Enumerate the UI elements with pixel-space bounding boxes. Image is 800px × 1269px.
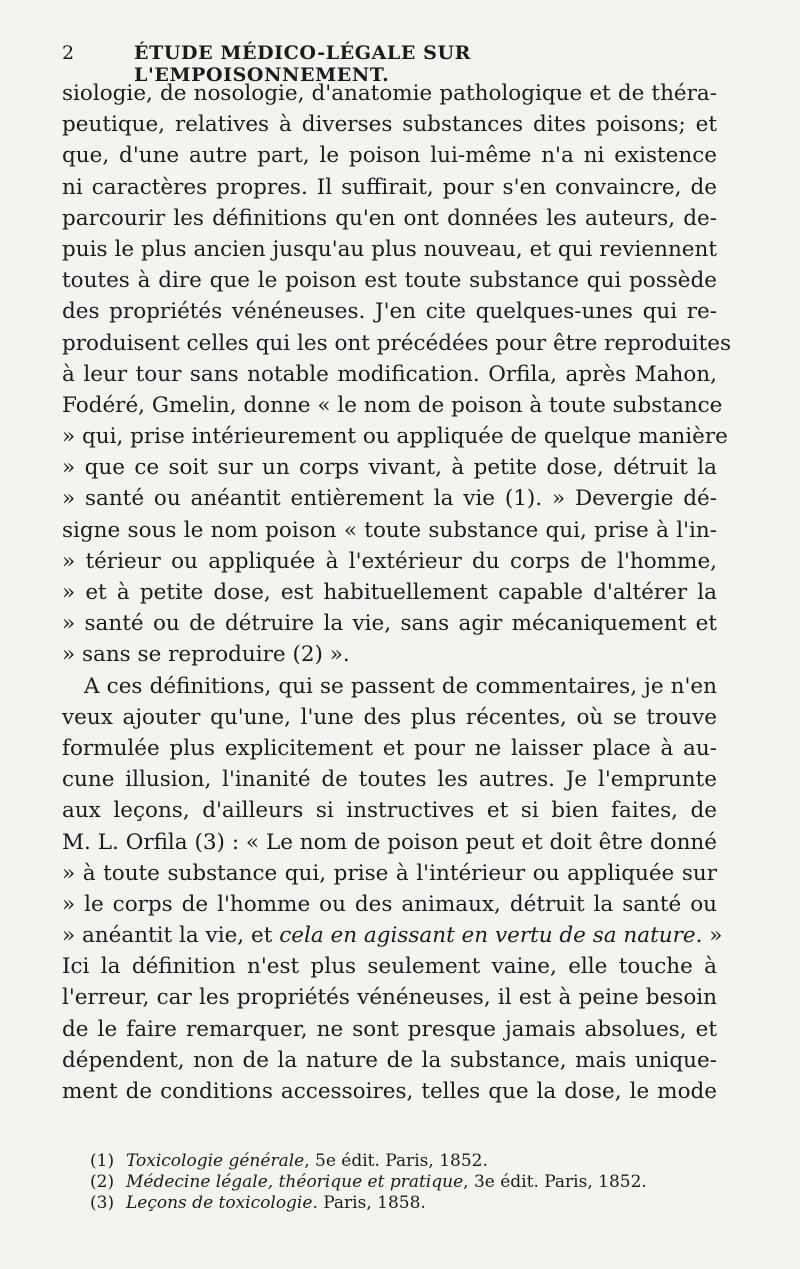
- text-line: des propriétés vénéneuses. J'en cite quelques-unes qui re-: [62, 299, 717, 325]
- text-line: A ces définitions, qui se passent de commentaires, je n'en: [84, 673, 717, 699]
- text-line: siologie, de nosologie, d'anatomie pathologique et de théra-: [62, 81, 717, 106]
- text-line-start: » anéantit la vie, et: [62, 923, 280, 949]
- footnote-title: Médecine légale, théorique et pratique: [126, 1172, 464, 1192]
- footnotes: [90, 1151, 670, 1214]
- footnote-title: Toxicologie générale: [126, 1151, 305, 1171]
- text-line: formulée plus explicitement et pour ne laisser place à au-: [62, 735, 717, 761]
- text-line: toutes à dire que le poison est toute substance qui possède: [62, 268, 717, 294]
- italic-phrase: cela en agissant en vertu de sa nature.: [279, 923, 703, 949]
- footnote: [90, 1193, 670, 1214]
- body-text: [62, 78, 732, 1107]
- text-line: ni caractères propres. Il suffirait, pour s'en convaincre, de: [62, 174, 717, 200]
- text-line: signe sous le nom poison « toute substance qui, prise à l'in-: [62, 517, 717, 543]
- footnote-detail: , 5e édit. Paris, 1852.: [304, 1151, 488, 1171]
- footnote-number: (1): [90, 1151, 115, 1171]
- text-line: » térieur ou appliquée à l'extérieur du corps de l'homme,: [62, 548, 717, 574]
- text-line: » santé ou anéantit entièrement la vie (1). » Devergie dé-: [62, 486, 717, 512]
- text-line: » le corps de l'homme ou des animaux, détruit la santé ou: [62, 891, 717, 917]
- text-line: » santé ou de détruire la vie, sans agir mécaniquement et: [62, 611, 717, 637]
- text-line: peutique, relatives à diverses substances dites poisons; et: [62, 112, 717, 138]
- footnote-detail: . Paris, 1858.: [312, 1193, 426, 1213]
- text-line: » qui, prise intérieurement ou appliquée de quelque manière: [62, 424, 728, 450]
- text-line: » que ce soit sur un corps vivant, à petite dose, détruit la: [62, 455, 717, 481]
- text-line: dépendent, non de la nature de la substance, mais unique-: [62, 1047, 717, 1073]
- text-line: » à toute substance qui, prise à l'intérieur ou appliquée sur: [62, 860, 717, 886]
- text-line: ment de conditions accessoires, telles que la dose, le mode: [62, 1079, 717, 1104]
- page-number: 2: [62, 42, 75, 64]
- text-line: cune illusion, l'inanité de toutes les autres. Je l'emprunte: [62, 767, 717, 793]
- text-line: puis le plus ancien jusqu'au plus nouveau, et qui reviennent: [62, 236, 717, 262]
- footnote-title: Leçons de toxicologie: [126, 1193, 313, 1213]
- text-line: veux ajouter qu'une, l'une des plus récentes, où se trouve: [62, 704, 717, 730]
- text-line: l'erreur, car les propriétés vénéneuses, il est à peine besoin: [62, 985, 717, 1011]
- footnote: [90, 1151, 670, 1172]
- text-line: Ici la définition n'est plus seulement vaine, elle touche à: [62, 954, 717, 980]
- text-line: [62, 920, 723, 951]
- text-line-end: »: [702, 923, 723, 949]
- footnote-detail: , 3e édit. Paris, 1852.: [463, 1172, 647, 1192]
- text-line: » sans se reproduire (2) ».: [62, 642, 350, 668]
- text-line: Fodéré, Gmelin, donne « le nom de poison à toute substance: [62, 392, 723, 418]
- text-line: que, d'une autre part, le poison lui-même n'a ni existence: [62, 143, 717, 169]
- footnote-number: (2): [90, 1172, 115, 1192]
- text-line: produisent celles qui les ont précédées pour être reproduites: [62, 330, 732, 356]
- text-line: de le faire remarquer, ne sont presque jamais absolues, et: [62, 1016, 717, 1042]
- running-title: ÉTUDE MÉDICO-LÉGALE SUR L'EMPOISONNEMENT.: [134, 42, 472, 86]
- footnote-number: (3): [90, 1193, 115, 1213]
- footnote: [90, 1172, 670, 1193]
- text-line: aux leçons, d'ailleurs si instructives et si bien faites, de: [62, 798, 717, 824]
- text-line: à leur tour sans notable modification. Orfila, après Mahon,: [62, 361, 717, 387]
- text-line: parcourir les définitions qu'en ont données les auteurs, de-: [62, 205, 717, 231]
- text-line: M. L. Orfila (3) : « Le nom de poison peut et doit être donné: [62, 829, 717, 855]
- text-line: » et à petite dose, est habituellement capable d'altérer la: [62, 580, 717, 605]
